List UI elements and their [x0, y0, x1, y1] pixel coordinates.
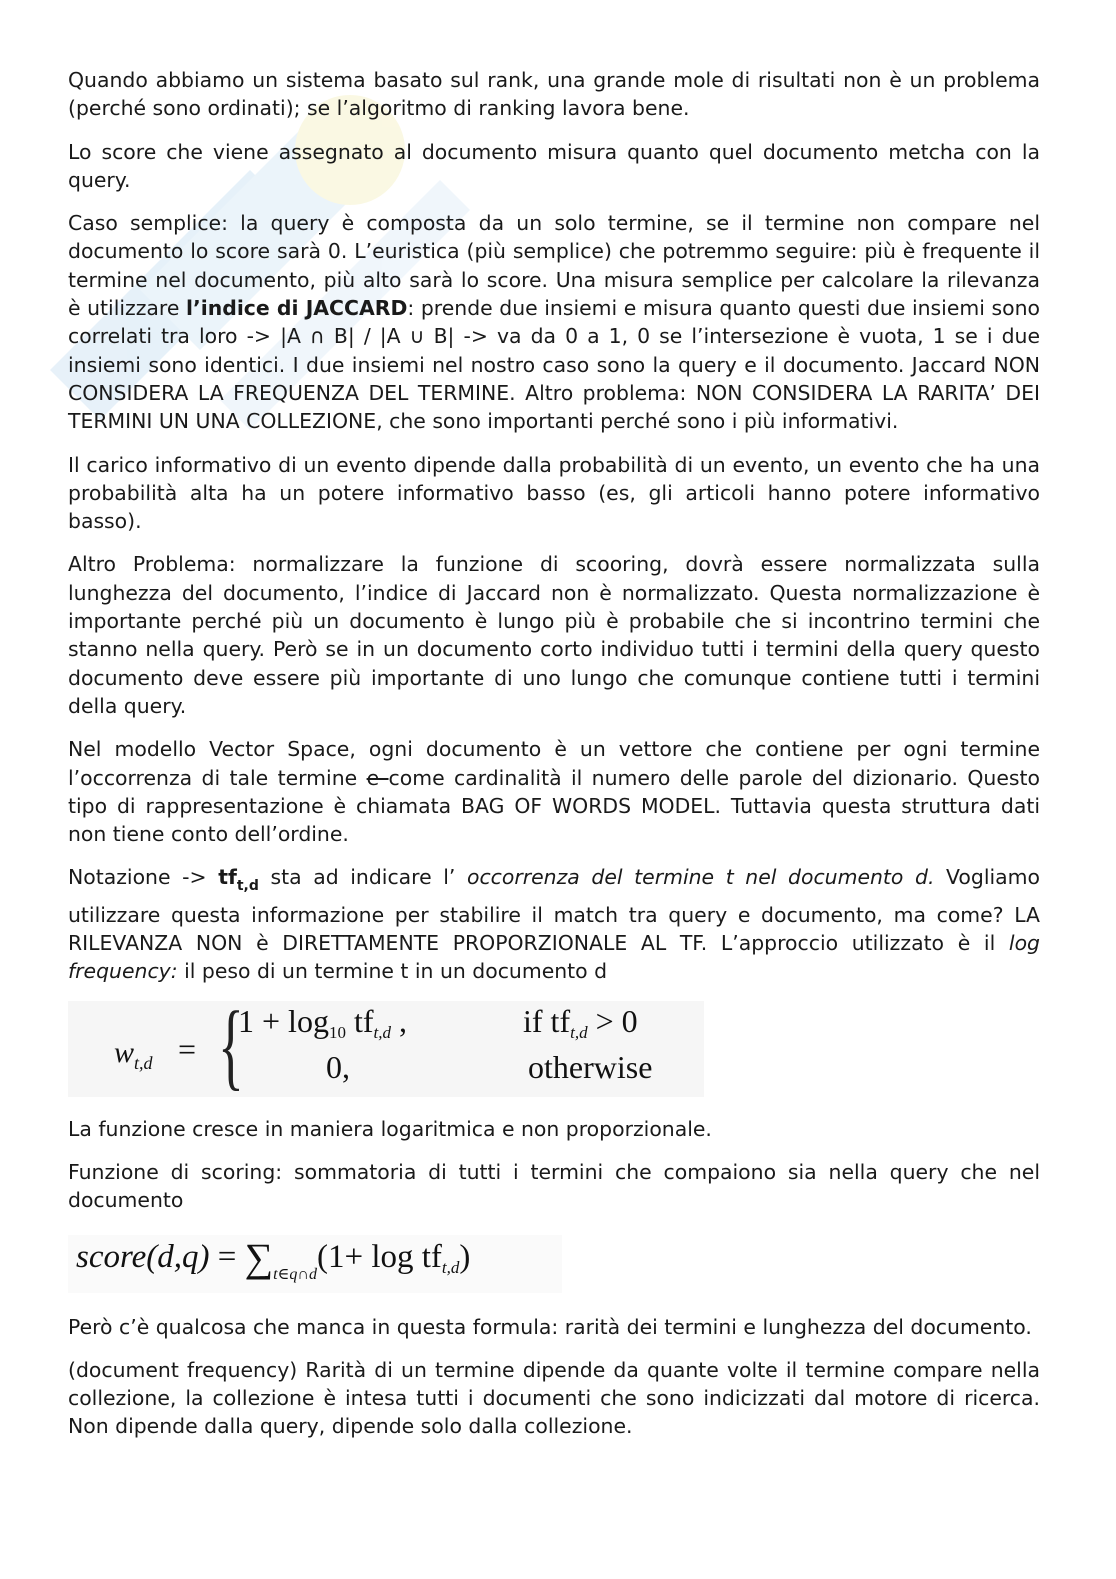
formula-score — [68, 1235, 562, 1293]
paragraph-informative-load: Il carico informativo di un evento dipende dalla probabilità di un evento, un evento che ha una probabilità alta ha un potere informativo basso (es, gli articoli hanno potere informativo basso). — [68, 452, 1040, 534]
vector-space-text-a: Nel modello Vector Space, ogni documento è un vettore che contiene per ogni termine l’occorrenza di tale termine — [68, 737, 1040, 790]
notation-text-a: Notazione -> — [68, 865, 219, 890]
paragraph-score: Lo score che viene assegnato al documento misura quanto quel documento metcha con la query. — [68, 139, 1040, 192]
notation-text-b: sta ad indicare l’ — [258, 865, 467, 890]
paragraph-log-growth: La funzione cresce in maniera logaritmica e non proporzionale. — [68, 1116, 712, 1141]
paragraph-notation — [68, 863, 1040, 985]
paragraph-jaccard — [68, 209, 1040, 435]
vector-space-strikethrough: e — [366, 765, 389, 790]
formula1-lhs: $w_{t,d}$ — [114, 1035, 153, 1073]
formula1-row2-right: otherwise — [528, 1048, 653, 1085]
formula1-brace: { — [218, 991, 244, 1100]
paragraph-missing: Però c’è qualcosa che manca in questa formula: rarità dei termini e lunghezza del documento. — [68, 1314, 1032, 1339]
document-body — [68, 66, 1040, 1456]
notation-italic-log: log frequency: — [68, 931, 1040, 984]
paragraph-document-frequency: (document frequency) Rarità di un termine dipende da quante volte il termine compare nella collezione, la collezione è intesa tutti i documenti che sono indicizzati dal motore di ricerca. Non dipende dalla query, dipende solo dalla collezione. — [68, 1357, 1040, 1439]
formula1-row1-left: 1 + log10 tft,d , — [238, 1002, 407, 1042]
notation-text-d: il peso di un termine t in un documento d — [177, 959, 608, 984]
jaccard-bold: l’indice di JACCARD — [185, 296, 408, 321]
paragraph-normalization: Altro Problema: normalizzare la funzione di scooring, dovrà essere normalizzata sulla lunghezza del documento, l’indice di Jaccard non è normalizzato. Questa normalizzazione è importante perché più un documento è lungo più è probabile che si incontrino termini che stanno nella query. Però se in un documento corto individuo tutti i termini della query questo documento deve essere più importante di uno lungo che comunque contiene tutti i termini della query. — [68, 552, 1040, 718]
paragraph-rank: Quando abbiamo un sistema basato sul rank, una grande mole di risultati non è un problema (perché sono ordinati); se l’algoritmo di ranking lavora bene. — [68, 68, 1040, 121]
notation-tf-sub: t,d — [236, 878, 259, 895]
formula2-expression: score(d,q) = $\sum_{t\in q\cap d}(1+ \log tft,d)$ — [76, 1234, 471, 1283]
vector-space-text-b: come cardinalità il numero delle parole del dizionario. Questo tipo di rappresentazione è chiamata BAG OF WORDS MODEL. Tuttavia questa struttura dati non tiene conto dell’ordine. — [68, 765, 1040, 847]
notation-text-c: Vogliamo utilizzare questa informazione per stabilire il match tra query e documento, ma come? LA RILEVANZA NON è DIRETTAMENTE PROPORZIONALE AL TF. L’approccio utilizzato è il — [68, 865, 1040, 956]
paragraph-vector-space — [68, 735, 1040, 848]
jaccard-text-a: Caso semplice: la query è composta da un solo termine, se il termine non compare nel documento lo score sarà 0. L’euristica (più semplice) che potremmo seguire: più è frequente il termine nel documento, più alto sarà lo score. Una misura semplice per calcolare la rilevanza è utilizzare — [68, 211, 1040, 321]
notation-italic: occorrenza del termine t nel documento d. — [467, 865, 935, 890]
formula1-equals: = — [178, 1030, 197, 1067]
paragraph-scoring-function: Funzione di scoring: sommatoria di tutti i termini che compaiono sia nella query che nel documento — [68, 1159, 1040, 1213]
formula-log-frequency — [68, 991, 704, 1100]
notation-tf: tf — [218, 865, 237, 890]
jaccard-text-b: : prende due insiemi e misura quanto questi due insiemi sono correlati tra loro -> |A ∩ B| / |A ∪ B| -> va da 0 a 1, 0 se l’intersezione è vuota, 1 se i due insiemi sono identici. I due insiemi nel nostro caso sono la query e il documento. Jaccard NON CONSIDERA LA FREQUENZA DEL TERMINE. Altro problema: NON CONSIDERA LA RARITA’ DEI TERMINI UN UNA COLLEZIONE, che sono importanti perché sono i più informativi. — [68, 296, 1040, 434]
formula1-row1-right: if tft,d > 0 — [523, 1002, 638, 1042]
formula1-row2-left: 0, — [326, 1048, 350, 1085]
